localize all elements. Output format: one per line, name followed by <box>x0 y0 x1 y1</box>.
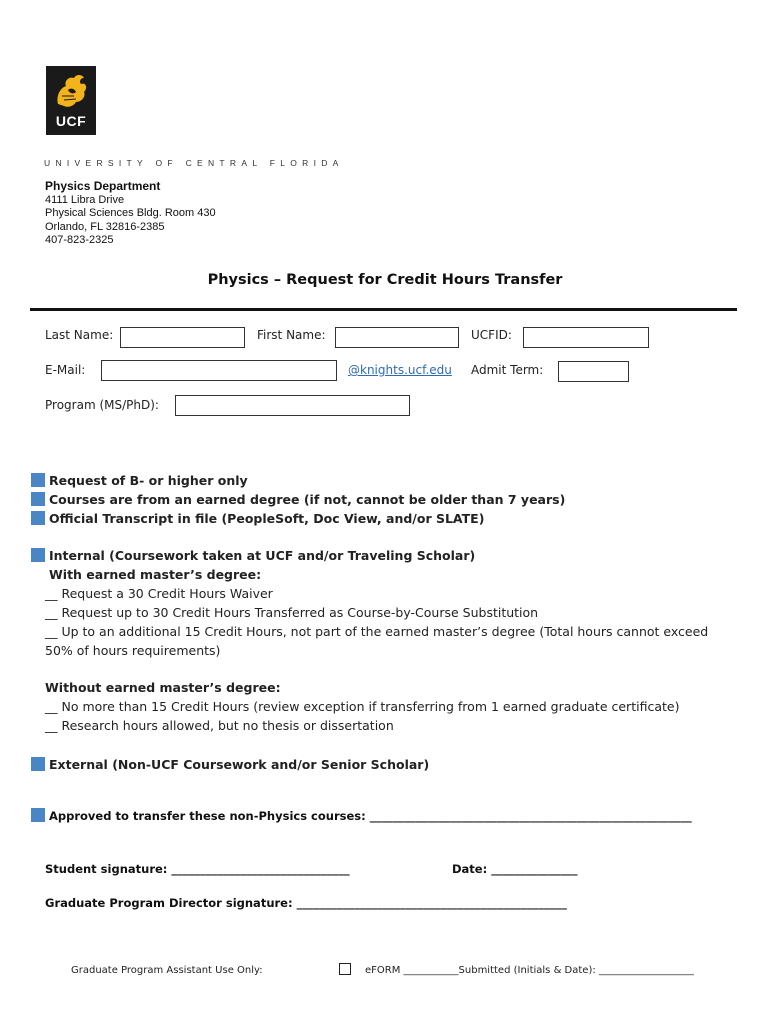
first-name-input[interactable] <box>335 327 459 348</box>
ucfid-input[interactable] <box>523 327 649 348</box>
form-title: Physics – Request for Credit Hours Transfer <box>207 272 563 288</box>
address-line-3: Orlando, FL 32816-2385 <box>45 220 165 233</box>
requirement-item: Courses are from an earned degree (if not, cannot be older than 7 years) <box>31 490 565 509</box>
checkbox-square-icon[interactable] <box>31 548 45 562</box>
email-domain-link[interactable]: @knights.ucf.edu <box>348 363 452 377</box>
ucfid-label: UCFID: <box>471 328 512 342</box>
assistant-use-label: Graduate Program Assistant Use Only: <box>71 965 263 976</box>
ucf-logo <box>46 66 96 135</box>
option-15-additional[interactable]: __ Up to an additional 15 Credit Hours, not part of the earned master’s degree (Total hours cannot exceed <box>45 624 709 639</box>
admit-term-input[interactable] <box>558 361 629 382</box>
date-line[interactable]: Date: _______________ <box>452 862 578 876</box>
first-name-label: First Name: <box>257 328 326 342</box>
eform-checkbox[interactable] <box>339 963 351 975</box>
option-30-waiver[interactable]: __ Request a 30 Credit Hours Waiver <box>45 586 273 601</box>
eform-submitted-line[interactable]: eFORM ___________Submitted (Initials & Date): ___________________ <box>365 965 694 976</box>
internal-section <box>31 546 731 735</box>
director-signature-line[interactable]: Graduate Program Director signature: _______________________________________________ <box>45 896 567 910</box>
without-masters-heading: Without earned master’s degree: <box>45 680 281 695</box>
last-name-input[interactable] <box>120 327 245 348</box>
university-name: UNIVERSITY OF CENTRAL FLORIDA <box>44 158 344 168</box>
requirement-item: Request of B- or higher only <box>31 471 565 490</box>
option-15-max[interactable]: __ No more than 15 Credit Hours (review exception if transferring from 1 earned graduate certificate) <box>45 699 680 714</box>
requirements-list <box>31 471 565 528</box>
phone-number: 407-823-2325 <box>45 234 114 246</box>
requirement-item: Official Transcript in file (PeopleSoft, Doc View, and/or SLATE) <box>31 509 565 528</box>
title-divider <box>30 308 737 311</box>
address-line-2: Physical Sciences Bldg. Room 430 <box>45 207 216 219</box>
internal-heading: Internal (Coursework taken at UCF and/or Traveling Scholar) <box>49 548 476 563</box>
last-name-label: Last Name: <box>45 328 114 342</box>
option-research-hours[interactable]: __ Research hours allowed, but no thesis or dissertation <box>45 718 394 733</box>
checkbox-square-icon <box>31 492 45 506</box>
program-input[interactable] <box>175 395 410 416</box>
option-30-transfer[interactable]: __ Request up to 30 Credit Hours Transferred as Course-by-Course Substitution <box>45 605 539 620</box>
department-address <box>45 180 216 248</box>
department-name: Physics Department <box>45 179 161 193</box>
external-section <box>31 755 429 774</box>
with-masters-heading: With earned master’s degree: <box>49 567 262 582</box>
checkbox-square-icon[interactable] <box>31 757 45 771</box>
logo-text: UCF <box>55 113 87 129</box>
checkbox-square-icon <box>31 473 45 487</box>
address-line-1: 4111 Libra Drive <box>45 193 125 206</box>
admit-term-label: Admit Term: <box>471 363 544 377</box>
approved-courses-line: Approved to transfer these non-Physics courses: ________________________________________________________ <box>31 808 692 823</box>
student-signature-line[interactable]: Student signature: _______________________________ <box>45 862 350 876</box>
email-label: E-Mail: <box>45 363 86 377</box>
program-label: Program (MS/PhD): <box>45 398 159 412</box>
external-heading: External (Non-UCF Coursework and/or Senior Scholar) <box>49 757 430 772</box>
checkbox-square-icon <box>31 511 45 525</box>
option-15-additional-cont: 50% of hours requirements) <box>45 643 221 658</box>
checkbox-square-icon[interactable] <box>31 808 45 822</box>
email-input[interactable] <box>101 360 337 381</box>
